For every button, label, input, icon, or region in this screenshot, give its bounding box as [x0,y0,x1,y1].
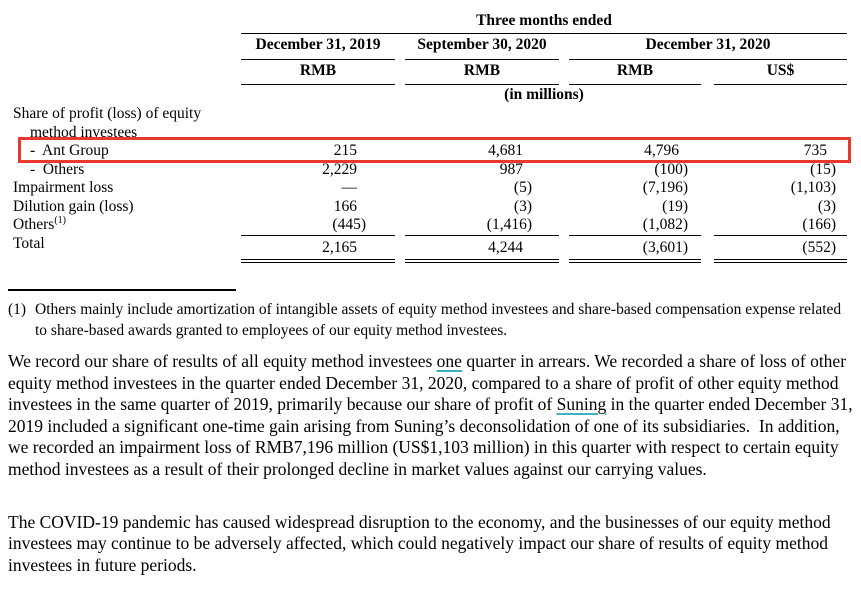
table-cell-value: 2,229 [322,160,357,178]
table-cell-value: (3) [817,197,836,215]
footnote [8,300,853,341]
table-cell-value: (445) [332,216,366,233]
table-row-label: - Ant Group [30,142,109,159]
table-row-label: - Others [30,160,85,178]
paragraph-text: in the quarter ended December 31, 2019 included a significant one-time gain arising from Suning’s deconsolidation of one of its subsidiaries. In addition, we recorded an impairment loss of RMB7,196 million (US$1,103 million) in this quarter with respect to certain equity method investees as a result of their prolonged decline in market values against our carrying values. [8,394,853,479]
table-currency-header: RMB [241,60,395,85]
annotated-word: one [436,351,462,371]
table-cell-value: (1,103) [790,179,836,196]
table-span-header: Three months ended [241,10,847,34]
table-cell-value: (5) [513,179,532,196]
table-row-label: Total [13,234,45,252]
table-cell-value: 4,796 [644,142,679,159]
table-colgroup-header: September 30, 2020 [405,34,559,60]
paragraph-text: quarter in arrears. We recorded a share of loss of other equity method investees in the quarter ended December 31, 2020, compared to a share of profit of other equity method investees in the same quarter of 2019, primarily because our share of profit of [8,351,847,415]
table-cell-value: 4,681 [488,142,523,159]
table-row-label: Impairment loss [13,179,114,196]
table-cell-value: (15) [810,160,836,178]
table-cell-value: 4,244 [405,235,559,264]
footnote-marker: (1) [8,301,27,318]
table-currency-header: RMB [405,60,559,85]
body-paragraphs [8,351,853,576]
table-cell-value: (19) [662,197,688,215]
financial-table [8,10,853,263]
table-colgroup-header: December 31, 2019 [241,34,395,60]
table-cell-value: 987 [499,160,523,178]
paragraph [8,512,853,577]
table-row-label: Others$^{(1)}$ [13,214,66,233]
table-colgroup-header: December 31, 2020 [569,34,847,60]
table-cell-value: 735 [803,142,827,159]
paragraph-text: We record our share of results of all equity method investees [8,351,437,371]
table-cell-value: (552) [714,235,847,264]
table-cell-value: 166 [333,197,357,215]
table-cell-value: — [341,179,357,196]
table-cell-value: (100) [654,160,688,178]
paragraph [8,351,853,481]
table-currency-header: RMB [569,60,701,85]
table-row-label: Share of profit (loss) of equity [13,105,202,122]
table-cell-value: (3) [513,197,532,215]
table-cell-value: (1,416) [486,216,532,233]
table-row-label: method investees [30,123,138,141]
paragraph-text: The COVID-19 pandemic has caused widespread disruption to the economy, and the businesses of our equity method investees may continue to be adversely affected, which could negatively impact our share of results of equity method investees in future periods. [8,511,831,575]
table-cell-value: 2,165 [241,235,395,264]
table-cell-value: (7,196) [642,179,688,196]
table-unit-note: (in millions) [504,86,584,103]
table-cell-value: (166) [802,216,836,233]
table-row-label: Dilution gain (loss) [13,197,134,215]
table-cell-value: (3,601) [569,235,701,264]
footnote-text: Others mainly include amortization of intangible assets of equity method investees and share-based compensation expense related to share-based awards granted to employees of our equity method investees. [35,301,842,339]
footnote-reference: (1) [54,214,66,226]
table-cell-value: 215 [333,142,357,159]
table-cell-value: (1,082) [642,216,688,233]
footnote-divider [8,289,236,291]
annotated-word: Suning [556,394,607,415]
table-currency-header: US$ [714,60,847,85]
